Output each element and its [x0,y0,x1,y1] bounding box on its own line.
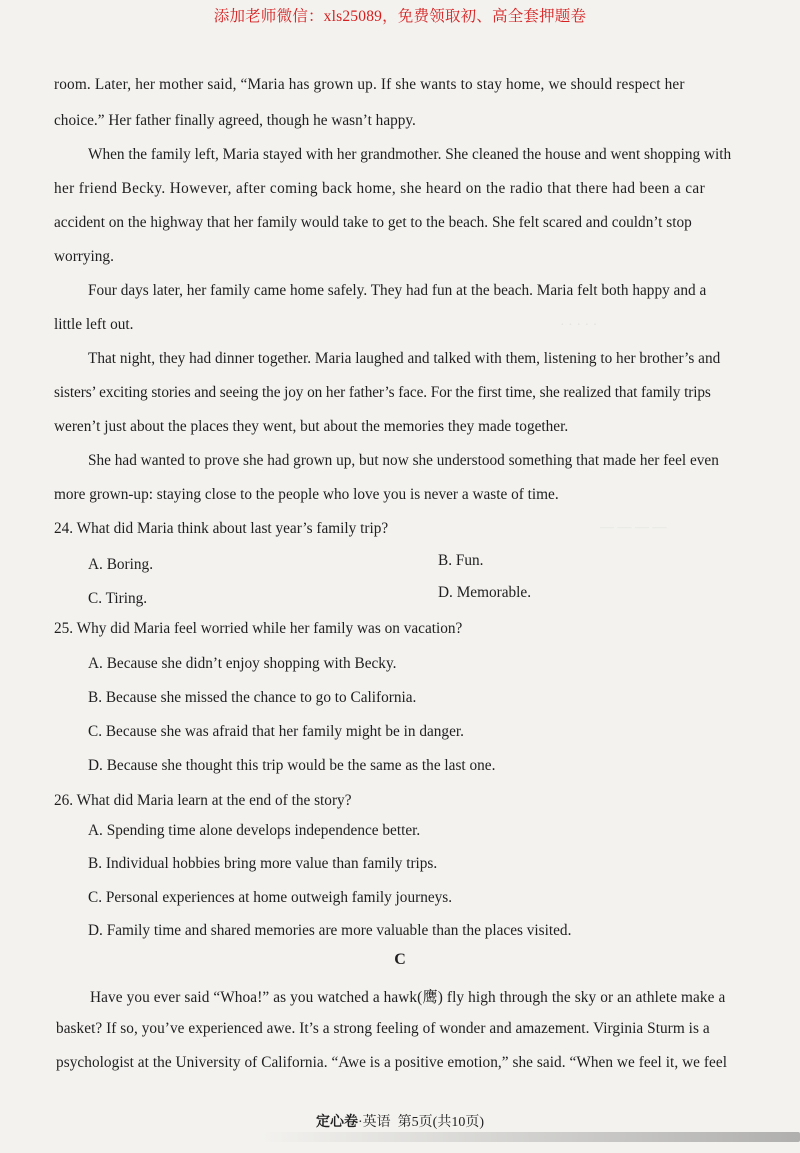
footer-subject: ·英语 [358,1115,391,1130]
passage-line: her friend Becky. However, after coming back home, she heard on the radio that there had been a car [54,180,706,197]
passage-c-line: Have you ever said “Whoa!” as you watched a hawk(鹰) fly high through the sky or an athlete make a [90,989,726,1006]
question-24-option-a: A. Boring. [88,556,154,573]
passage-line: worrying. [54,248,114,265]
question-26-option-d: D. Family time and shared memories are more valuable than the places visited. [88,922,572,939]
promo-banner: 添加老师微信：xls25089，免费领取初、高全套押题卷 [213,8,587,25]
question-26-stem: 26. What did Maria learn at the end of the story? [54,792,352,809]
question-25-option-c: C. Because she was afraid that her family might be in danger. [88,723,464,740]
footer-brand: 定心卷 [316,1115,358,1130]
passage-line: choice.” Her father finally agreed, though he wasn’t happy. [54,112,416,129]
question-24-option-d: D. Memorable. [438,584,532,601]
passage-line: Four days later, her family came home safely. They had fun at the beach. Maria felt both happy and a [88,282,707,299]
bleed-through-mark: · · · · · [560,318,598,333]
question-26-option-a: A. Spending time alone develops independence better. [88,822,421,839]
question-26-option-b: B. Individual hobbies bring more value than family trips. [88,855,438,872]
passage-line: more grown-up: staying close to the people who love you is never a waste of time. [54,486,559,503]
question-24-option-b: B. Fun. [438,552,484,569]
question-24-stem: 24. What did Maria think about last year’s family trip? [54,520,389,537]
question-25-stem: 25. Why did Maria feel worried while her family was on vacation? [54,620,463,637]
passage-line: She had wanted to prove she had grown up, but now she understood something that made her feel even [88,452,719,469]
passage-line: sisters’ exciting stories and seeing the joy on her father’s face. For the first time, she realized that family trips [54,384,711,401]
footer-page-number: 第5页(共10页) [397,1115,484,1130]
question-25-option-b: B. Because she missed the chance to go to California. [88,689,417,706]
bleed-through-mark: — — — — [600,520,667,535]
passage-line: accident on the highway that her family would take to get to the beach. She felt scared and couldn’t stop [54,214,692,231]
passage-line: weren’t just about the places they went, but about the memories they made together. [54,418,569,435]
question-25-option-d: D. Because she thought this trip would be the same as the last one. [88,757,496,774]
scan-edge-shadow [260,1132,800,1142]
passage-line: room. Later, her mother said, “Maria has grown up. If she wants to stay home, we should respect her [54,76,685,93]
question-26-option-c: C. Personal experiences at home outweigh family journeys. [88,889,453,906]
page-footer [0,1111,800,1131]
section-heading-c: C [394,951,406,968]
passage-c-line: basket? If so, you’ve experienced awe. It’s a strong feeling of wonder and amazement. Virginia Sturm is a [56,1020,710,1037]
passage-line: When the family left, Maria stayed with her grandmother. She cleaned the house and went shopping with [88,146,732,163]
passage-line: That night, they had dinner together. Maria laughed and talked with them, listening to her brother’s and [88,350,721,367]
passage-line: little left out. [54,316,134,333]
question-24-option-c: C. Tiring. [88,590,148,607]
question-25-option-a: A. Because she didn’t enjoy shopping with Becky. [88,655,397,672]
passage-c-line: psychologist at the University of California. “Awe is a positive emotion,” she said. “When we feel it, we feel [56,1054,728,1071]
